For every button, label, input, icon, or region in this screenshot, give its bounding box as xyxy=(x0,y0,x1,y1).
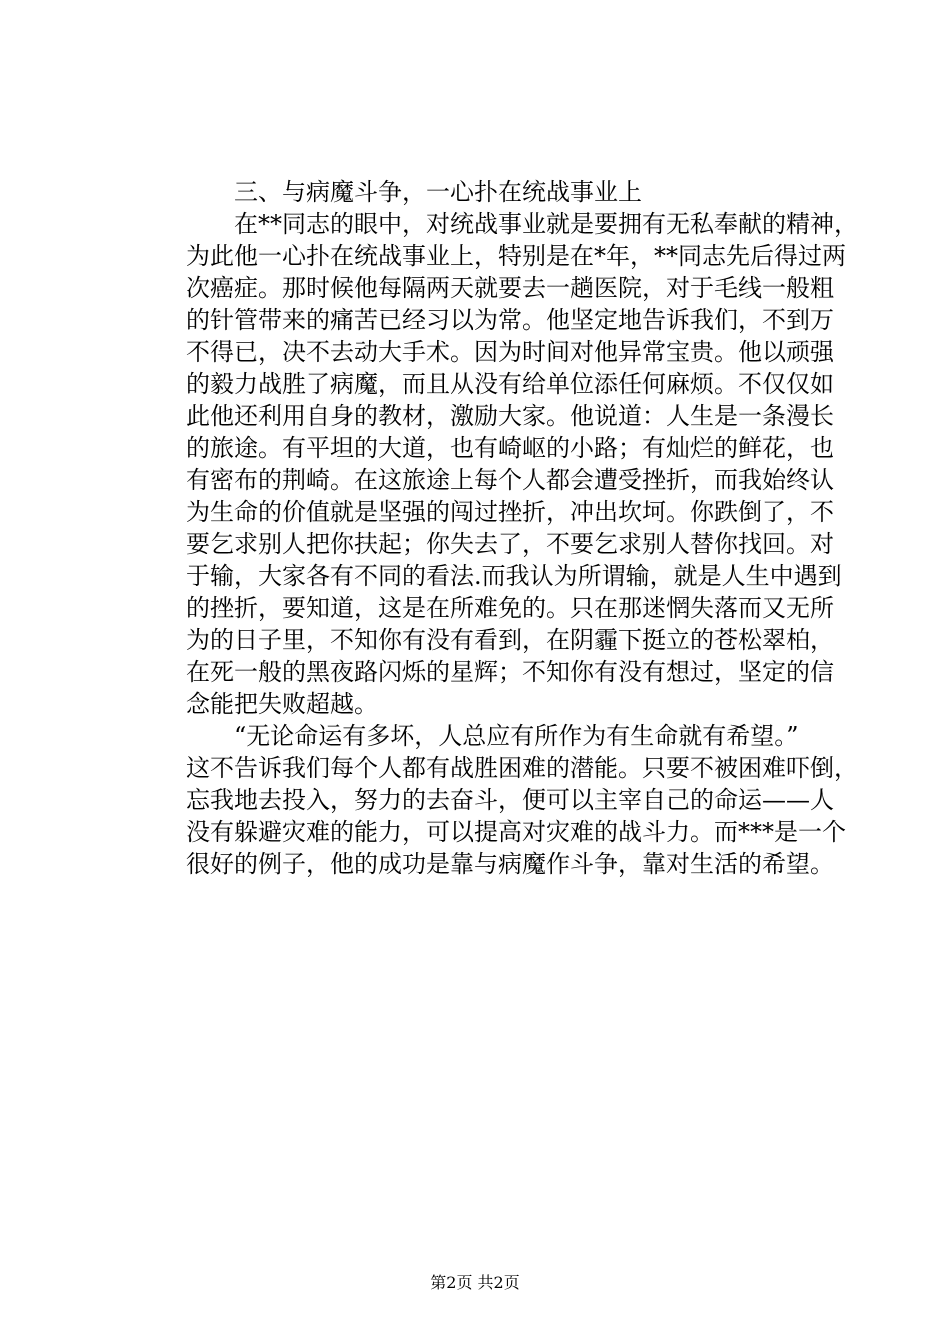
text-line: 念能把失败超越。 xyxy=(186,690,378,718)
text-line: 没有躲避灾难的能力，可以提高对灾难的战斗力。而***是一个 xyxy=(186,818,846,846)
text-line: 的毅力战胜了病魔，而且从没有给单位添任何麻烦。不仅仅如 xyxy=(186,370,834,398)
section-heading: 三、与病魔斗争，一心扑在统战事业上 xyxy=(234,178,642,206)
text-line: 要乞求别人把你扶起；你失去了，不要乞求别人替你找回。对 xyxy=(186,530,834,558)
text-line: 为生命的价值就是坚强的闯过挫折，冲出坎坷。你跌倒了，不 xyxy=(186,498,834,526)
page-footer: 第2页 共2页 xyxy=(430,1273,520,1292)
text-line: 的挫折，要知道，这是在所难免的。只在那迷惘失落而又无所 xyxy=(186,594,834,622)
text-line: 的针管带来的痛苦已经习以为常。他坚定地告诉我们，不到万 xyxy=(186,306,834,334)
quote-line: “无论命运有多坏，人总应有所作为有生命就有希望。” xyxy=(234,722,799,750)
text-line: 有密布的荆崎。在这旅途上每个人都会遭受挫折，而我始终认 xyxy=(186,466,834,494)
text-line: 此他还利用自身的教材，激励大家。他说道：人生是一条漫长 xyxy=(186,402,834,430)
text-line: 在**同志的眼中，对统战事业就是要拥有无私奉献的精神， xyxy=(234,210,858,238)
text-line: 这不告诉我们每个人都有战胜困难的潜能。只要不被困难吓倒， xyxy=(186,754,858,782)
text-line: 的旅途。有平坦的大道，也有崎岖的小路；有灿烂的鲜花，也 xyxy=(186,434,834,462)
text-line: 为的日子里，不知你有没有看到，在阴霾下挺立的苍松翠柏， xyxy=(186,626,834,654)
text-line: 次癌症。那时候他每隔两天就要去一趟医院，对于毛线一般粗 xyxy=(186,274,834,302)
text-line: 不得已，决不去动大手术。因为时间对他异常宝贵。他以顽强 xyxy=(186,338,834,366)
text-line: 于输，大家各有不同的看法.而我认为所谓输，就是人生中遇到 xyxy=(186,562,842,590)
text-line: 在死一般的黑夜路闪烁的星辉；不知你有没有想过，坚定的信 xyxy=(186,658,834,686)
text-line: 忘我地去投入，努力的去奋斗，便可以主宰自己的命运——人 xyxy=(186,786,834,814)
text-line: 很好的例子，他的成功是靠与病魔作斗争，靠对生活的希望。 xyxy=(186,850,834,878)
body-text xyxy=(186,176,858,880)
text-line: 为此他一心扑在统战事业上，特别是在*年，**同志先后得过两 xyxy=(186,242,846,270)
